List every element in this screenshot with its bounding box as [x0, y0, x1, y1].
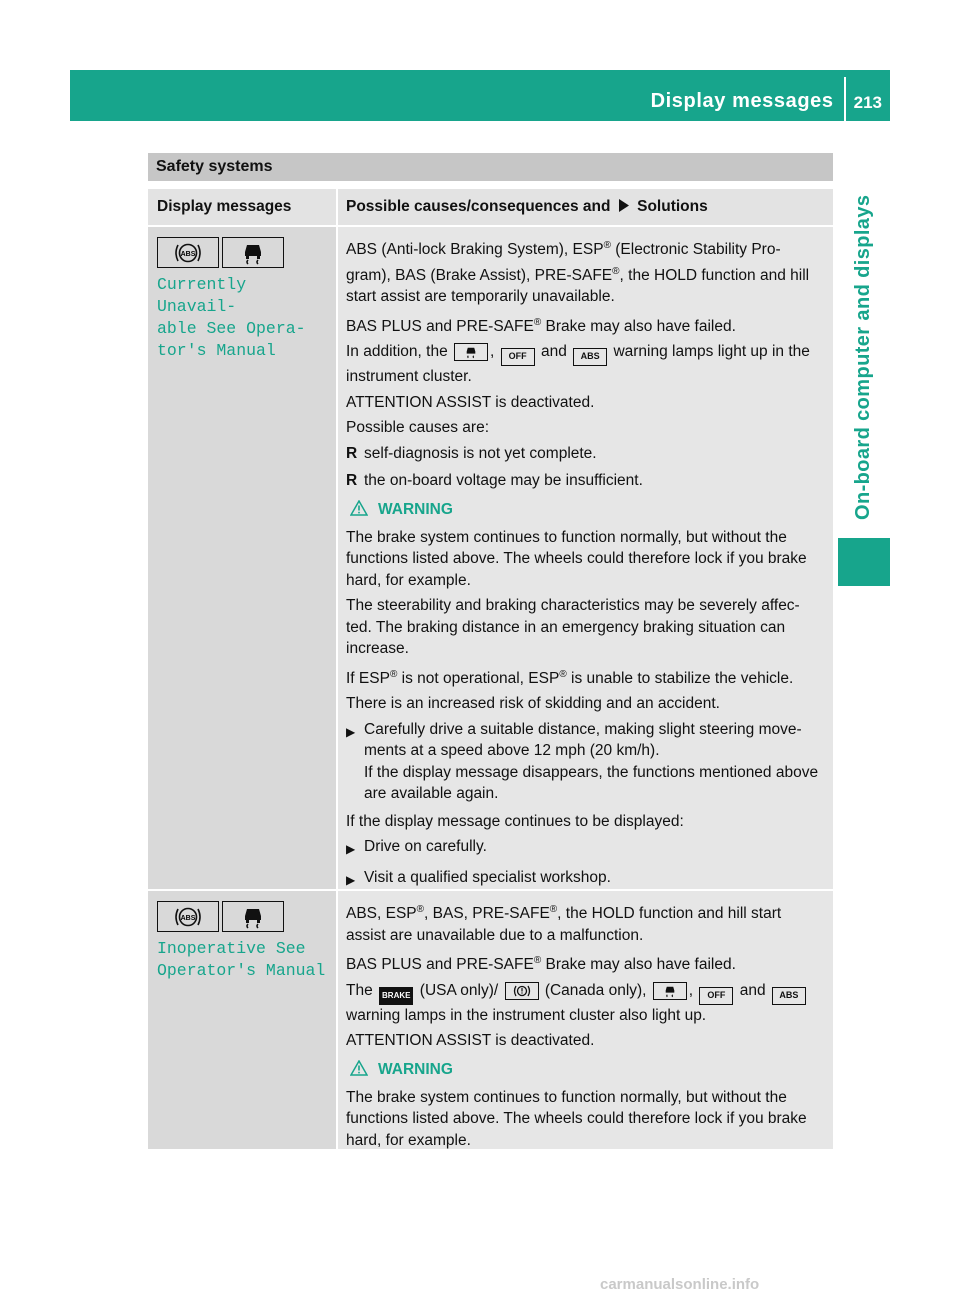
warning-label: WARNING [378, 501, 453, 519]
paragraph [346, 664, 825, 690]
action-step [346, 836, 825, 861]
paragraph [346, 341, 825, 387]
message-line: Inoperative See [157, 939, 306, 958]
registered-mark: ® [533, 955, 542, 967]
table-row [148, 891, 833, 1149]
text: start assist are temporarily unavailable. [346, 288, 615, 306]
paragraph: The brake system continues to function normally, but without the functions listed above. The wheels could therefore lock if you brake hard, for example. [346, 1088, 807, 1149]
message-line: Operator's Manual [157, 961, 326, 980]
text: , the HOLD function and hill [619, 266, 810, 284]
brake-label: BRAKE [382, 990, 411, 1000]
brake-lamp-icon [379, 987, 413, 1005]
registered-mark: ® [389, 668, 398, 680]
paragraph [346, 312, 825, 338]
warning-heading [350, 500, 825, 521]
text: instrument cluster. [346, 368, 472, 386]
warning-label: WARNING [378, 1061, 453, 1079]
text: ABS (Anti-lock Braking System), ESP [346, 241, 604, 259]
text: Brake may also have failed. [541, 317, 736, 335]
list-item [346, 443, 825, 465]
text: In addition, the [346, 343, 448, 361]
icon-row [157, 237, 327, 268]
abs-label: ABS [580, 351, 600, 362]
message-cell [148, 227, 336, 889]
safety-systems-section [148, 153, 833, 1149]
col-header-solutions-suffix: Solutions [637, 198, 708, 215]
bullet-mark: R [346, 472, 358, 490]
text: assist are unavailable due to a malfunction. [346, 926, 644, 944]
arrow-right-icon [618, 199, 630, 212]
action-step [346, 867, 825, 892]
step-arrow-icon: ▶ [346, 842, 356, 857]
svg-text:ABS: ABS [180, 250, 196, 258]
text: Carefully drive a suitable distance, making slight steering move- ments at a speed above 12 mph (20 km/h). [364, 720, 802, 760]
section-title: Safety systems [148, 153, 833, 181]
registered-mark: ® [416, 904, 425, 915]
warning-icon [350, 1060, 378, 1081]
registered-mark: ® [612, 265, 620, 277]
text: , BAS, PRE-SAFE [424, 905, 550, 923]
text: If ESP [346, 669, 390, 687]
text: BAS PLUS and PRE-SAFE [346, 317, 534, 335]
paragraph: ATTENTION ASSIST is deactivated. [346, 393, 595, 411]
list-item [346, 470, 825, 492]
registered-mark: ® [603, 240, 611, 251]
text: the on-board voltage may be insufficient. [364, 472, 643, 490]
text: warning lamps in the instrument cluster also light up. [346, 1006, 707, 1024]
esp-skid-icon [222, 901, 284, 932]
abs-lamp-icon [772, 987, 806, 1005]
paragraph: If the display message continues to be displayed: [346, 812, 684, 830]
step-arrow-icon: ▶ [346, 724, 356, 739]
watermark: carmanualsonline.info [600, 1276, 760, 1293]
paragraph [346, 235, 825, 308]
text: (Canada only), [544, 981, 647, 999]
text: , the HOLD function and hill start [557, 905, 782, 923]
warning-icon [350, 500, 378, 521]
text: The [346, 981, 373, 999]
text: Drive on carefully. [364, 838, 487, 856]
esp-skid-icon [222, 237, 284, 268]
registered-mark: ® [533, 316, 542, 328]
table-row [148, 227, 833, 889]
step-arrow-icon: ▶ [346, 872, 356, 887]
abs-label: ABS [779, 989, 799, 1000]
esp-lamp-icon [454, 343, 488, 361]
message-line: Currently Unavail‐ [157, 275, 247, 316]
text: BAS PLUS and PRE-SAFE [346, 956, 534, 974]
text: (USA only)/ [419, 981, 499, 999]
abs-warning-icon [157, 237, 219, 268]
step-content [364, 719, 825, 805]
icon-row [157, 901, 327, 932]
table-header-row [148, 189, 833, 225]
col-header-solutions [338, 189, 833, 225]
solution-cell [338, 891, 833, 1149]
side-tab-block [838, 538, 890, 586]
off-label: OFF [508, 351, 527, 362]
paragraph [346, 899, 825, 946]
col-header-solutions-label: Possible causes/consequences and [346, 198, 611, 215]
page-number: 213 [853, 93, 882, 112]
abs-lamp-icon [573, 348, 607, 366]
solution-cell [338, 227, 833, 889]
text: is not operational, ESP [397, 669, 560, 687]
bullet-mark: R [346, 444, 358, 462]
display-message-text [157, 938, 327, 982]
page-header [70, 70, 890, 121]
text: , [688, 981, 694, 999]
paragraph [346, 950, 825, 976]
svg-text:ABS: ABS [180, 914, 196, 922]
paragraph: The steerability and braking characteristics may be severely affec- ted. The braking distance in an emergency braking situation can increase. [346, 597, 800, 658]
text: and [739, 981, 766, 999]
text: warning lamps light up in the [613, 343, 810, 361]
abs-warning-icon [157, 901, 219, 932]
paragraph [346, 980, 825, 1026]
messages-table [148, 189, 833, 1149]
message-cell [148, 891, 336, 1149]
off-label: OFF [707, 989, 726, 1000]
paragraph: Possible causes are: [346, 419, 490, 437]
esp-off-lamp-icon [501, 348, 535, 366]
message-line: able See Opera‐ [157, 319, 306, 338]
message-line: tor's Manual [157, 341, 276, 360]
registered-mark: ® [559, 668, 567, 680]
display-message-text [157, 274, 327, 362]
text: (Electronic Stability Pro- [610, 241, 781, 259]
paragraph: The brake system continues to function normally, but without the functions listed above. The wheels could therefore lock if you brake hard, for example. [346, 528, 807, 589]
warning-heading [350, 1060, 825, 1081]
text: and [540, 343, 567, 361]
paragraph: ATTENTION ASSIST is deactivated. [346, 1032, 595, 1050]
text: Brake may also have failed. [541, 956, 736, 974]
text: is unable to stabilize the vehicle. [566, 669, 794, 687]
text: self-diagnosis is not yet complete. [364, 444, 597, 462]
brake-circle-lamp-icon [505, 982, 539, 1000]
action-step [346, 719, 825, 805]
esp-off-lamp-icon [699, 987, 733, 1005]
page-header-title: Display messages [650, 90, 834, 112]
text: Visit a qualified specialist workshop. [364, 868, 611, 886]
text: , [490, 343, 495, 361]
esp-lamp-icon [653, 982, 687, 1000]
text: If the display message disappears, the functions mentioned above are available again. [364, 763, 819, 803]
registered-mark: ® [549, 904, 558, 915]
side-tab-label: On-board computer and displays [852, 194, 874, 520]
col-header-messages: Display messages [148, 189, 336, 225]
text: gram), BAS (Brake Assist), PRE-SAFE [346, 266, 613, 284]
text: ABS, ESP [346, 905, 417, 923]
paragraph: There is an increased risk of skidding and an accident. [346, 695, 720, 713]
